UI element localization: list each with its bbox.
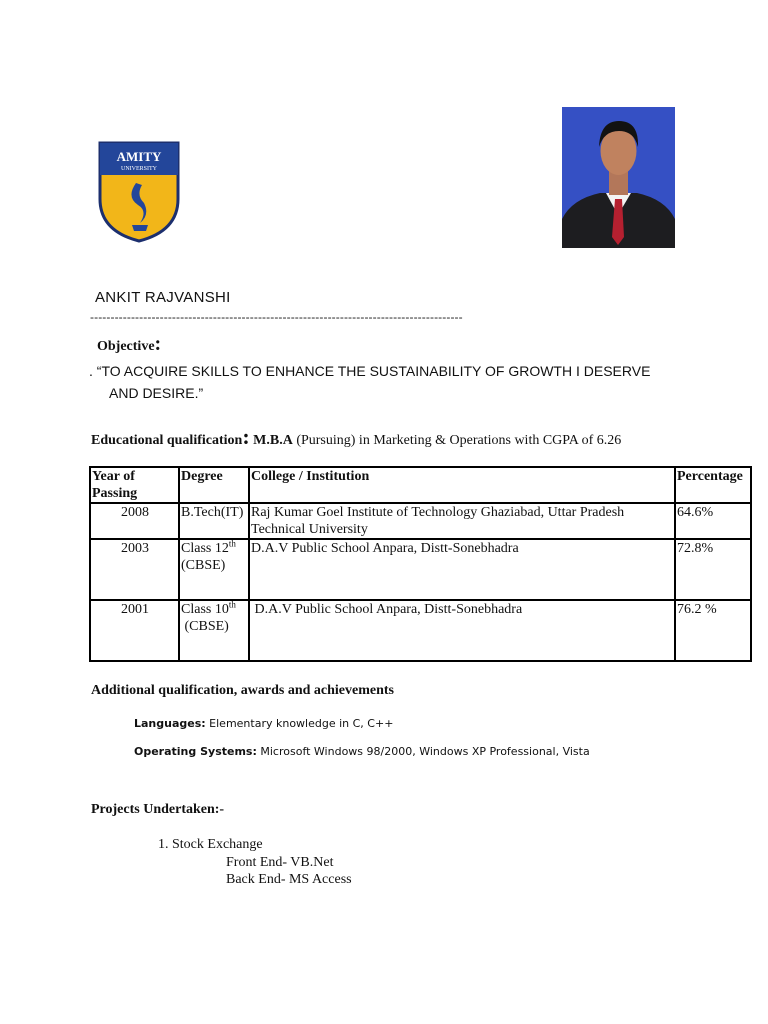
education-degree: M.B.A [253,433,293,448]
degree-superscript: th [228,538,236,549]
education-details: (Pursuing) in Marketing & Operations with CGPA of 6.26 [292,433,622,448]
degree-superscript: th [228,599,236,610]
os-value: Microsoft Windows 98/2000, Windows XP Professional, Vista [256,745,590,758]
degree-text: Class 12 [181,541,229,556]
header-percentage: Percentage [675,467,751,503]
table-header-row [90,467,751,503]
additional-heading: Additional qualification, awards and achievements [91,683,394,698]
cell-percentage: 72.8% [675,539,751,600]
project-back-end: Back End- MS Access [226,872,352,887]
education-table [89,466,752,662]
amity-university-logo [96,139,182,243]
objective-colon: : [154,333,162,355]
objective-heading-label: Objective [97,339,155,354]
cell-degree [179,503,249,539]
dashed-divider: ------------------------------------------------------------------------------------------- [90,310,463,324]
header-year: Year of Passing [90,467,179,503]
objective-heading [97,333,161,356]
languages-value: Elementary knowledge in C, C++ [205,717,394,730]
cell-degree [179,600,249,661]
cell-year: 2003 [90,539,179,600]
objective-prefix: . [89,363,97,379]
degree-text: B.Tech(IT) [181,505,244,520]
operating-systems-line [134,745,590,758]
objective-text [89,360,709,404]
education-heading: Educational qualification [91,433,243,448]
degree-board: (CBSE) [181,558,226,573]
table-row [90,600,751,661]
projects-heading: Projects Undertaken:- [91,802,225,817]
cell-year: 2008 [90,503,179,539]
degree-board: (CBSE) [181,619,229,634]
project-front-end: Front End- VB.Net [226,855,334,870]
candidate-name: ANKIT RAJVANSHI [95,289,231,306]
os-label: Operating Systems: [134,745,257,758]
logo-text: AMITY [116,149,162,164]
table-row [90,503,751,539]
cell-percentage: 76.2 % [675,600,751,661]
languages-label: Languages: [134,717,206,730]
project-title: 1. Stock Exchange [158,837,263,852]
education-summary [91,424,621,450]
education-colon: : [242,424,250,449]
cell-college: D.A.V Public School Anpara, Distt-Sonebhadra [249,539,675,600]
objective-line-1: “TO ACQUIRE SKILLS TO ENHANCE THE SUSTAINABILITY OF GROWTH I DESERVE [96,363,651,379]
objective-line-2: AND DESIRE.” [109,385,204,401]
languages-line [134,717,393,730]
header-degree: Degree [179,467,249,503]
profile-photo [562,107,675,248]
header-college: College / Institution [249,467,675,503]
logo-subtext: UNIVERSITY [121,166,157,172]
table-row [90,539,751,600]
degree-text: Class 10 [181,602,229,617]
cell-college: Raj Kumar Goel Institute of Technology Ghaziabad, Uttar Pradesh Technical University [249,503,675,539]
cell-year: 2001 [90,600,179,661]
cell-percentage: 64.6% [675,503,751,539]
cell-degree [179,539,249,600]
cell-college: D.A.V Public School Anpara, Distt-Sonebhadra [249,600,675,661]
